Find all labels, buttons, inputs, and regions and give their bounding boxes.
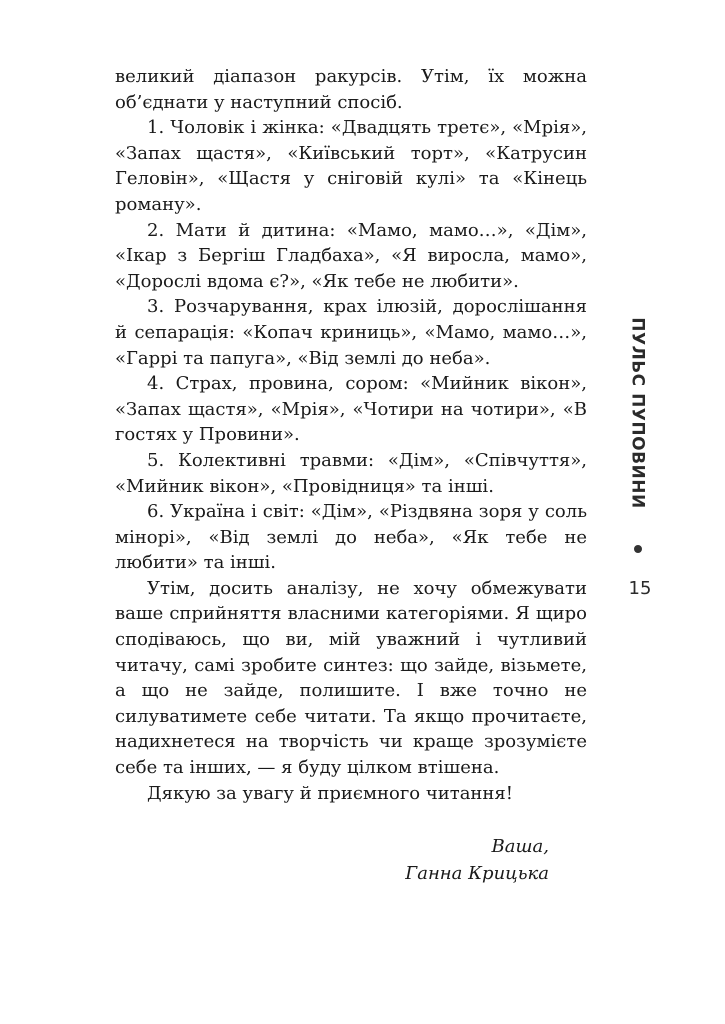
paragraph-conclusion: Утім, досить аналізу, не хочу обмежувати ваше сприйняття власними категоріями. Я щиро сподіваюсь, що ви, мій уважний і чутливий читачу, самі зробите синтез: що зайде, візьмете, а що не зайде, полишите. І вже точно не силуватимете себе читати. Та якщо прочитаєте, надихнетеся на творчість чи краще зрозумієте себе та інших, — я буду цілком втішена. (115, 577, 587, 779)
list-item-2: 2. Мати й дитина: «Мамо, мамо…», «Дім», «Ікар з Бергіш Гладбаха», «Я виросла, мамо», «Дорослі вдома є?», «Як тебе не любити». (115, 219, 587, 292)
paragraph-intro: великий діапазон ракурсів. Утім, їх можна об’єднати у наступний спосіб. (115, 66, 587, 113)
running-head-title: ПУЛЬС ПУПОВИНИ (628, 316, 648, 509)
signature (300, 833, 549, 887)
list-item-1: 1. Чоловік і жінка: «Двадцять третє», «Мрія», «Запах щастя», «Київський торт», «Катрусин Геловін», «Щастя у сніговій кулі» та «Кінець роману». (115, 117, 587, 215)
signature-author: Ганна Крицька (405, 863, 549, 884)
body-text (115, 64, 587, 806)
separator-dot (634, 545, 642, 553)
page-number: 15 (628, 578, 652, 599)
list-item-6: 6. Україна і світ: «Дім», «Різдвяна зоря у соль мінорі», «Від землі до неба», «Як тебе не любити» та інші. (115, 501, 587, 574)
list-item-4: 4. Страх, провина, сором: «Мийник вікон», «Запах щастя», «Мрія», «Чотири на чотири», «В гостях у Провини». (115, 373, 587, 446)
signature-greeting: Ваша, (491, 836, 549, 857)
paragraph-thanks: Дякую за увагу й приємного читання! (147, 782, 514, 804)
list-item-5: 5. Колективні травми: «Дім», «Співчуття», «Мийник вікон», «Провідниця» та інші. (115, 449, 587, 497)
list-item-3: 3. Розчарування, крах ілюзій, дорослішання й сепарація: «Копач криниць», «Мамо, мамо…», «Гаррі та папуга», «Від землі до неба». (115, 296, 587, 369)
running-head (617, 316, 659, 509)
